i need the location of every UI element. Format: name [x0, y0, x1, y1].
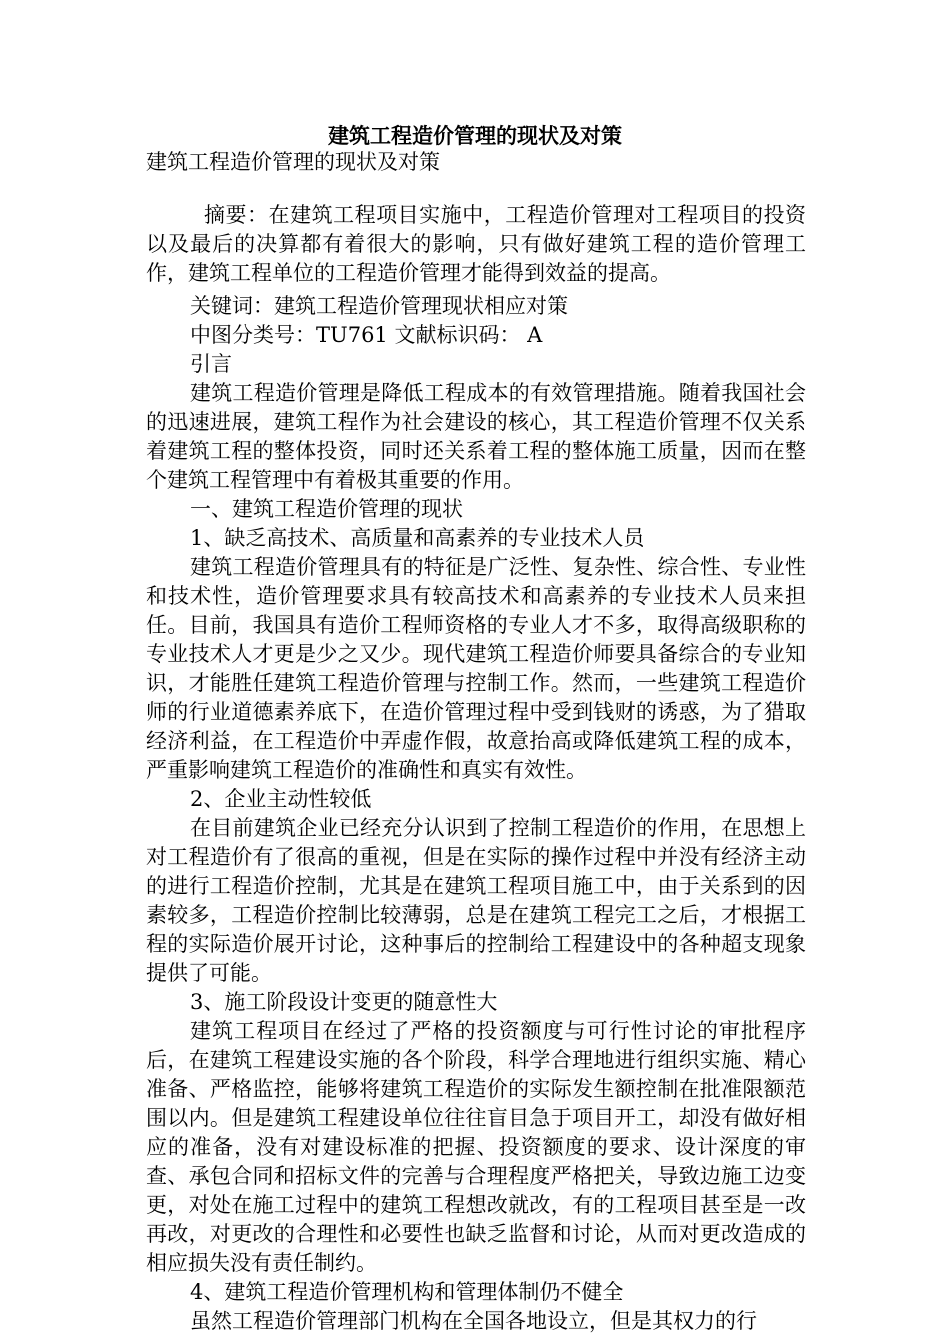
abstract-paragraph: 摘要：在建筑工程项目实施中，工程造价管理对工程项目的投资以及最后的决算都有着很大的影响，只有做好建筑工程的造价管理工作，建筑工程单位的工程造价管理才能得到效益的提高。	[146, 203, 806, 285]
body-paragraph: 建筑工程造价管理具有的特征是广泛性、复杂性、综合性、专业性和技术性，造价管理要求具有较高技术和高素养的专业技术人员来担任。目前，我国具有造价工程师资格的专业人才不多，取得高级职称的专业技术人才更是少之又少。现代建筑工程造价师要具备综合的专业知识，才能胜任建筑工程造价管理与控制工作。然而，一些建筑工程造价师的行业道德素养底下，在造价管理过程中受到钱财的诱惑，为了猎取经济利益，在工程造价中弄虚作假，故意抬高或降低建筑工程的成本，严重影响建筑工程造价的准确性和真实有效性。	[146, 555, 806, 782]
document-title: 建筑工程造价管理的现状及对策	[328, 123, 622, 148]
subsection-heading: 1、缺乏高技术、高质量和高素养的专业技术人员	[190, 526, 645, 550]
section-heading: 一、建筑工程造价管理的现状	[190, 497, 463, 521]
document-body	[146, 292, 806, 1336]
subsection-heading: 2、企业主动性较低	[190, 787, 372, 811]
body-paragraph: 在目前建筑企业已经充分认识到了控制工程造价的作用，在思想上对工程造价有了很高的重视，但是在实际的操作过程中并没有经济主动的进行工程造价控制，尤其是在建筑工程项目施工中，由于关系到的因素较多，工程造价控制比较薄弱，总是在建筑工程完工之后，才根据工程的实际造价展开讨论，这种事后的控制给工程建设中的各种超支现象提供了可能。	[146, 816, 806, 985]
classification-line: 中图分类号：TU761 文献标识码： A	[190, 323, 543, 347]
body-paragraph: 虽然工程造价管理部门机构在全国各地设立，但是其权力的行	[190, 1309, 757, 1333]
subsection-heading: 4、建筑工程造价管理机构和管理体制仍不健全	[190, 1280, 624, 1304]
intro-heading: 引言	[190, 352, 232, 376]
subsection-heading: 3、施工阶段设计变更的随意性大	[190, 990, 498, 1014]
body-paragraph: 建筑工程项目在经过了严格的投资额度与可行性讨论的审批程序后，在建筑工程建设实施的各个阶段，科学合理地进行组织实施、精心准备、严格监控，能够将建筑工程造价的实际发生额控制在批准限额范围以内。但是建筑工程建设单位往往盲目急于项目开工，却没有做好相应的准备，没有对建设标准的把握、投资额度的要求、设计深度的审查、承包合同和招标文件的完善与合理程度严格把关，导致边施工边变更，对处在施工过程中的建筑工程想改就改，有的工程项目甚至是一改再改，对更改的合理性和必要性也缺乏监督和讨论，从而对更改造成的相应损失没有责任制约。	[146, 1019, 806, 1275]
intro-paragraph: 建筑工程造价管理是降低工程成本的有效管理措施。随着我国社会的迅速进展，建筑工程作为社会建设的核心，其工程造价管理不仅关系着建筑工程的整体投资，同时还关系着工程的整体施工质量，因而在整个建筑工程管理中有着极其重要的作用。	[146, 381, 806, 492]
keywords-line: 关键词：建筑工程造价管理现状相应对策	[190, 294, 568, 318]
document-subtitle: 建筑工程造价管理的现状及对策	[146, 150, 440, 174]
